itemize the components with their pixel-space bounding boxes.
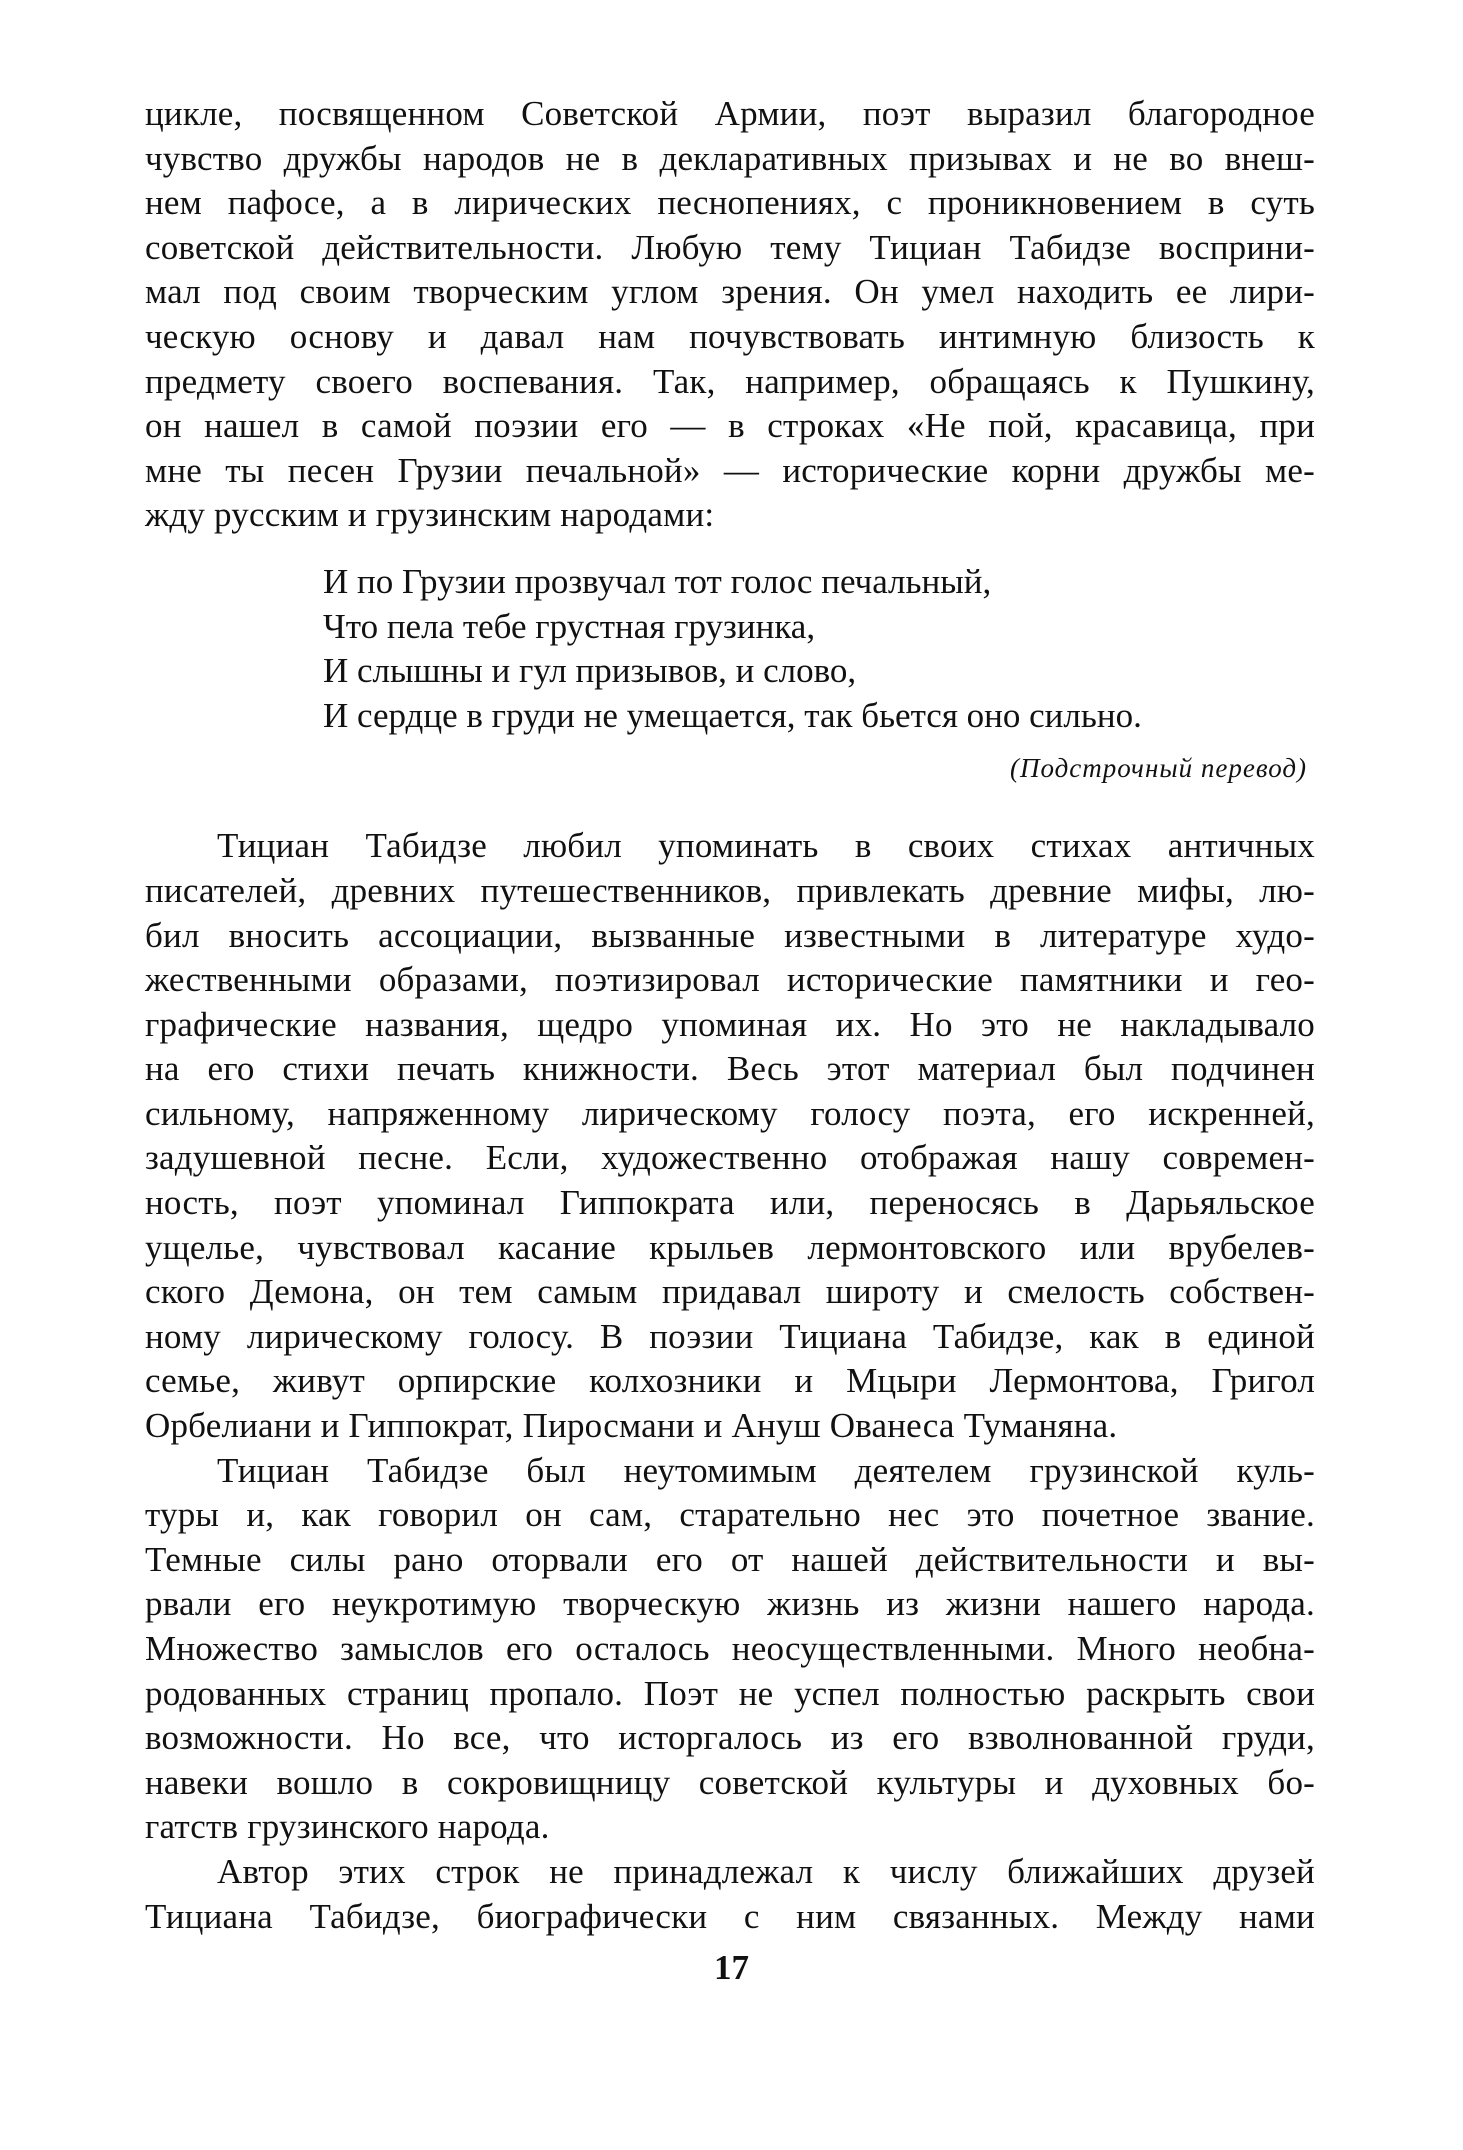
- text-line: бил вносить ассоциации, вызванные известными в литературе худо-: [145, 915, 1315, 955]
- text-line: мне ты песен Грузии печальной» — исторические корни дружбы ме-: [145, 450, 1315, 490]
- text-line: графические названия, щедро упоминая их. Но это не накладывало: [145, 1004, 1315, 1044]
- text-line: ущелье, чувствовал касание крыльев лермонтовского или врубелев-: [145, 1227, 1315, 1267]
- text-line: Темные силы рано оторвали его от нашей действительности и вы-: [145, 1539, 1315, 1579]
- text-line: сильному, напряженному лирическому голосу поэта, его искренней,: [145, 1093, 1315, 1133]
- text-line: Множество замыслов его осталось неосуществленными. Много необна-: [145, 1629, 1315, 1668]
- text-line: он нашел в самой поэзии его — в строках «Не пой, красавица, при: [145, 406, 1315, 446]
- text-line: возможности. Но все, что исторгалось из его взволнованной груди,: [145, 1718, 1315, 1758]
- text-line: родованных страниц пропало. Поэт не успел полностью раскрыть свои: [145, 1673, 1315, 1713]
- poem-quote: [323, 560, 1315, 738]
- text-line: мал под своим творческим углом зрения. Он умел находить ее лири-: [145, 272, 1315, 312]
- text-line: рвали его неукротимую творческую жизнь из жизни нашего народа.: [145, 1584, 1315, 1624]
- text-line: ность, поэт упоминал Гиппократа или, переносясь в Дарьяльское: [145, 1183, 1315, 1223]
- poem-caption: (Подстрочный перевод): [1009, 753, 1307, 784]
- paragraph-3: [145, 1449, 1315, 1850]
- text-line: семье, живут орпирские колхозники и Мцыри Лермонтова, Григол: [145, 1361, 1315, 1401]
- poem-line: И по Грузии прозвучал тот голос печальный,: [323, 561, 992, 601]
- paragraph-1: [145, 92, 1315, 538]
- text-line: ному лирическому голосу. В поэзии Тициана Табидзе, как в единой: [145, 1316, 1315, 1356]
- text-line: навеки вошло в сокровищницу советской культуры и духовных бо-: [145, 1762, 1315, 1802]
- text-line: на его стихи печать книжности. Весь этот материал был подчинен: [145, 1049, 1315, 1089]
- text-line: жду русским и грузинским народами:: [145, 495, 715, 535]
- text-line: Тициана Табидзе, биографически с ним связанных. Между нами: [145, 1896, 1315, 1936]
- text-line: Автор этих строк не принадлежал к числу ближайших друзей: [217, 1851, 1315, 1891]
- page-body: [145, 92, 1315, 1939]
- poem-line: И слышны и гул призывов, и слово,: [323, 651, 857, 691]
- text-line: советской действительности. Любую тему Тициан Табидзе восприни-: [145, 227, 1315, 267]
- text-line: писателей, древних путешественников, привлекать древние мифы, лю-: [145, 870, 1315, 910]
- text-line: Тициан Табидзе любил упоминать в своих стихах античных: [217, 826, 1315, 866]
- paragraph-4: [145, 1850, 1315, 1939]
- text-line: туры и, как говорил он сам, старательно нес это почетное звание.: [145, 1495, 1315, 1535]
- text-line: чувство дружбы народов не в декларативных призывах и не во внеш-: [145, 138, 1315, 178]
- text-line: цикле, посвященном Советской Армии, поэт выразил благородное: [145, 94, 1315, 133]
- page-number: 17: [714, 1948, 749, 1987]
- paragraph-spacer: [145, 788, 1315, 824]
- text-line: нем пафосе, а в лирических песнопениях, с проникновением в суть: [145, 183, 1315, 223]
- poem-line: И сердце в груди не умещается, так бьется оно сильно.: [323, 695, 1142, 735]
- text-line: жественными образами, поэтизировал исторические памятники и гео-: [145, 960, 1315, 1000]
- text-line: предмету своего воспевания. Так, например, обращаясь к Пушкину,: [145, 361, 1315, 401]
- paragraph-2: [145, 824, 1315, 1448]
- poem-line: Что пела тебе грустная грузинка,: [323, 606, 816, 646]
- text-line: ского Демона, он тем самым придавал широту и смелость собствен-: [145, 1272, 1315, 1312]
- text-line: ческую основу и давал нам почувствовать интимную близость к: [145, 316, 1315, 356]
- text-line: Тициан Табидзе был неутомимым деятелем грузинской куль-: [217, 1450, 1315, 1490]
- text-line: гатств грузинского народа.: [145, 1807, 550, 1847]
- text-line: задушевной песне. Если, художественно отображая нашу современ-: [145, 1138, 1315, 1178]
- text-line: Орбелиани и Гиппократ, Пиросмани и Ануш Ованеса Туманяна.: [145, 1406, 1118, 1446]
